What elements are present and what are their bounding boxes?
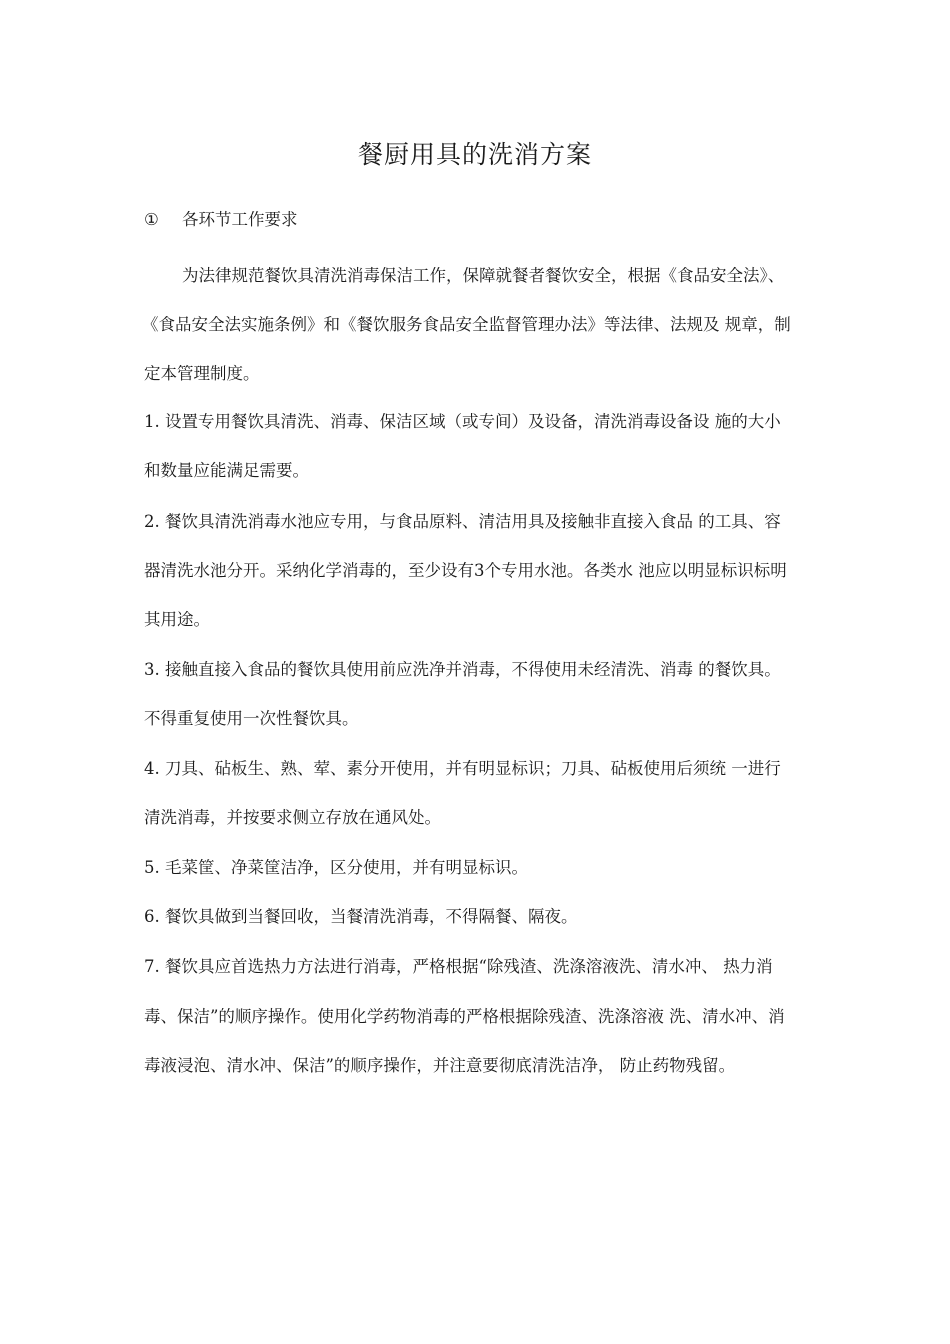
paragraph-line: 毒液浸泡、清水冲、保洁”的顺序操作，并注意要彻底清洗洁净， 防止药物残留。 <box>144 1056 736 1075</box>
paragraph-line: 4. 刀具、砧板生、熟、荤、素分开使用，并有明显标识；刀具、砧板使用后须统 一进行 <box>144 759 781 778</box>
section-heading: 各环节工作要求 <box>182 210 298 229</box>
paragraph-line: 2. 餐饮具清洗消毒水池应专用，与食品原料、清洁用具及接触非直接入食品 的工具、容 <box>144 512 781 531</box>
document-title: 餐厨用具的洗消方案 <box>357 140 592 169</box>
paragraph-line: 清洗消毒，并按要求侧立存放在通风处。 <box>144 808 441 827</box>
paragraph-line: 6. 餐饮具做到当餐回收，当餐清洗消毒，不得隔餐、隔夜。 <box>144 907 578 926</box>
paragraph-line: 毒、保洁”的顺序操作。使用化学药物消毒的严格根据除残渣、洗涤溶液 洗、清水冲、消 <box>144 1007 785 1026</box>
paragraph-line: 7. 餐饮具应首选热力方法进行消毒，严格根据“除残渣、洗涤溶液洗、清水冲、 热力消 <box>144 957 773 976</box>
paragraph-line: 和数量应能满足需要。 <box>144 461 309 480</box>
paragraph-line: 《食品安全法实施条例》和《餐饮服务食品安全监督管理办法》等法律、法规及 规章，制 <box>142 315 791 334</box>
paragraph-line: 为法律规范餐饮具清洗消毒保洁工作，保障就餐者餐饮安全，根据《食品安全法》、 <box>182 266 785 285</box>
paragraph-line: 5. 毛菜筐、净菜筐洁净，区分使用，并有明显标识。 <box>144 858 528 877</box>
paragraph-line: 定本管理制度。 <box>144 364 260 383</box>
paragraph-line: 3. 接触直接入食品的餐饮具使用前应洗净并消毒，不得使用未经清洗、消毒 的餐饮具。 <box>144 660 781 679</box>
paragraph-line: 器清洗水池分开。采纳化学消毒的，至少设有3个专用水池。各类水 池应以明显标识标明 <box>144 561 787 580</box>
paragraph-line: 其用途。 <box>144 610 210 629</box>
section-marker: ① <box>144 210 159 229</box>
paragraph-line: 1. 设置专用餐饮具清洗、消毒、保洁区域（或专间）及设备，清洗消毒设备设 施的大小 <box>144 412 781 431</box>
paragraph-line: 不得重复使用一次性餐饮具。 <box>144 709 359 728</box>
